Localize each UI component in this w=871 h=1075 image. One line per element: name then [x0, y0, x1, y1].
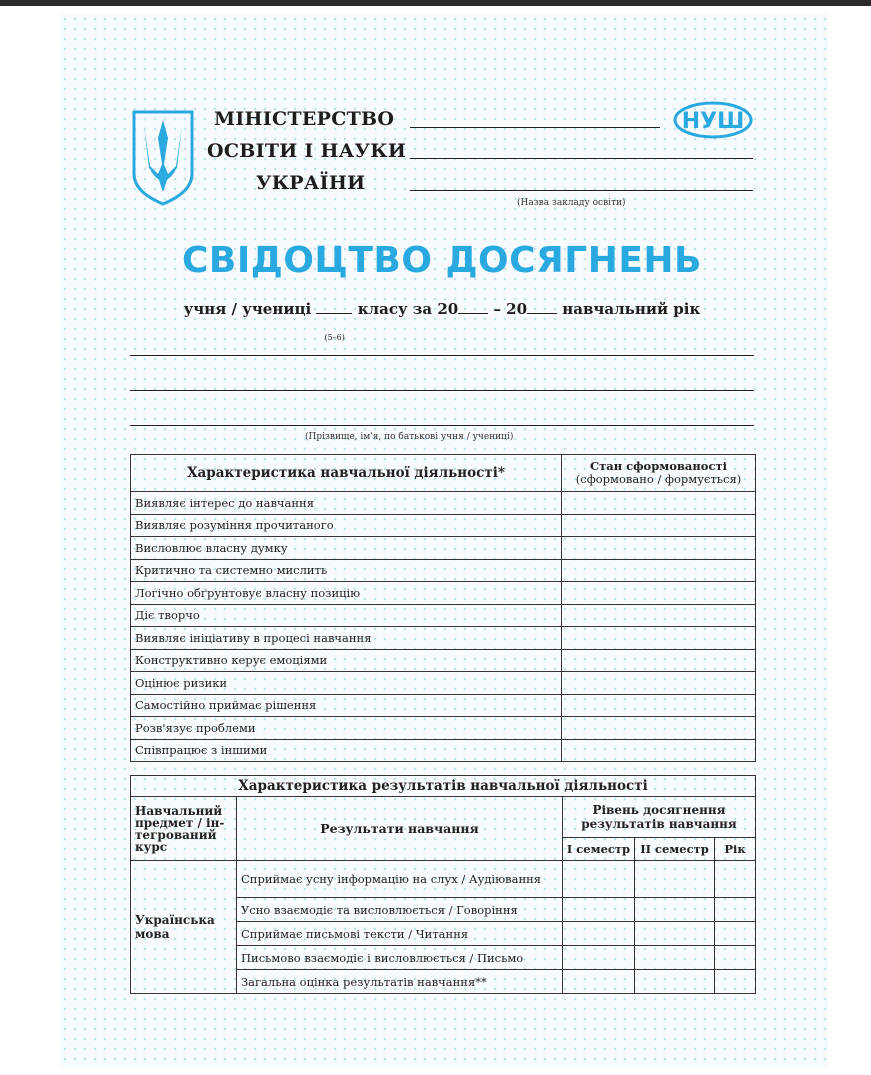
school-name-line-3 [410, 190, 753, 191]
grade-cell[interactable] [715, 922, 756, 946]
ministry-line-2: ОСВІТИ І НАУКИ [207, 140, 407, 162]
activity-label: Співпрацює з іншими [131, 739, 562, 762]
grade-cell[interactable] [715, 970, 756, 994]
table-row [131, 627, 756, 650]
name-line-2 [130, 390, 754, 391]
class-label: класу за [357, 300, 433, 318]
table-row [131, 672, 756, 695]
year-blank-1 [458, 313, 488, 314]
status-cell[interactable] [562, 537, 756, 560]
results-section-title: Характеристика результатів навчальної діяльності [131, 776, 756, 797]
grade-cell[interactable] [635, 970, 715, 994]
year-header: Рік [715, 838, 756, 861]
grade-cell[interactable] [635, 946, 715, 970]
ministry-line-3: УКРАЇНИ [256, 172, 366, 194]
school-name-caption: (Назва закладу освіти) [517, 198, 626, 208]
year-prefix-1: 20 [437, 300, 459, 318]
table-row [131, 649, 756, 672]
student-label: учня / учениці [183, 300, 312, 318]
subject-column-header: Навчальний предмет / ін-тегрований курс [131, 797, 237, 861]
activity-label: Діє творчо [131, 604, 562, 627]
activity-label: Самостійно приймає рішення [131, 694, 562, 717]
nush-logo-text: НУШ [681, 109, 745, 134]
status-cell[interactable] [562, 717, 756, 740]
table-row [131, 514, 756, 537]
grade-cell[interactable] [563, 861, 635, 898]
activity-label: Логічно обґрунтовує власну позицію [131, 582, 562, 605]
grade-cell[interactable] [635, 922, 715, 946]
name-caption: (Прізвище, ім'я, по батькові учня / учениці) [305, 432, 514, 442]
activity-label: Оцінює ризики [131, 672, 562, 695]
results-header-row [131, 797, 756, 838]
table-row [131, 694, 756, 717]
year-dash: – 20 [493, 300, 528, 318]
grade-cell[interactable] [563, 922, 635, 946]
status-cell[interactable] [562, 492, 756, 515]
subtitle-line [130, 300, 754, 342]
school-name-line-1 [410, 127, 660, 128]
activity-label: Висловлює власну думку [131, 537, 562, 560]
status-cell[interactable] [562, 514, 756, 537]
status-header-line-1: Стан сформованості [590, 459, 727, 473]
trident-emblem-icon [130, 108, 196, 206]
table-row [131, 582, 756, 605]
level-column-header: Рівень досягнення результатів навчання [563, 797, 756, 838]
activity-table [130, 454, 756, 762]
table-row [131, 717, 756, 740]
result-label: Сприймає усну інформацію на слух / Аудіювання [237, 861, 563, 898]
table-row [131, 559, 756, 582]
table-row [131, 739, 756, 762]
class-hint: (5–6) [324, 333, 345, 342]
activity-label: Виявляє розуміння прочитаного [131, 514, 562, 537]
status-cell[interactable] [562, 559, 756, 582]
ministry-line-1: МІНІСТЕРСТВО [214, 108, 395, 130]
result-label: Письмово взаємодіє і висловлюється / Письмо [237, 946, 563, 970]
subject-name: Українська мова [131, 861, 237, 994]
year-blank-2 [527, 313, 557, 314]
table-row [131, 604, 756, 627]
grade-cell[interactable] [635, 898, 715, 922]
grade-cell[interactable] [635, 861, 715, 898]
results-column-header: Результати навчання [237, 797, 563, 861]
activity-label: Критично та системно мислить [131, 559, 562, 582]
status-cell[interactable] [562, 739, 756, 762]
year-label: навчальний рік [562, 300, 701, 318]
activity-label: Конструктивно керує емоціями [131, 649, 562, 672]
status-cell[interactable] [562, 604, 756, 627]
table-row [131, 861, 756, 898]
grade-cell[interactable] [715, 898, 756, 922]
table-row [131, 492, 756, 515]
grade-cell[interactable] [715, 861, 756, 898]
result-label: Усно взаємодіє та висловлюється / Говоріння [237, 898, 563, 922]
result-label: Загальна оцінка результатів навчання** [237, 970, 563, 994]
status-header-line-2: (сформовано / формується) [575, 472, 742, 486]
grade-cell[interactable] [563, 898, 635, 922]
semester-2-header: ІІ семестр [635, 838, 715, 861]
activity-header-row [131, 455, 756, 492]
activity-label: Розв'язує проблеми [131, 717, 562, 740]
activity-header-left: Характеристика навчальної діяльності* [131, 455, 562, 492]
class-blank [316, 313, 352, 342]
activity-header-right [562, 455, 756, 492]
status-cell[interactable] [562, 694, 756, 717]
status-cell[interactable] [562, 582, 756, 605]
table-row [131, 537, 756, 560]
grade-cell[interactable] [715, 946, 756, 970]
result-label: Сприймає письмові тексти / Читання [237, 922, 563, 946]
activity-label: Виявляє ініціативу в процесі навчання [131, 627, 562, 650]
activity-label: Виявляє інтерес до навчання [131, 492, 562, 515]
name-line-1 [130, 355, 754, 356]
top-bar [0, 0, 871, 6]
results-section-row [131, 776, 756, 797]
grade-cell[interactable] [563, 946, 635, 970]
document-title: СВІДОЦТВО ДОСЯГНЕНЬ [182, 240, 702, 281]
grade-cell[interactable] [563, 970, 635, 994]
status-cell[interactable] [562, 649, 756, 672]
semester-1-header: І семестр [563, 838, 635, 861]
status-cell[interactable] [562, 627, 756, 650]
name-line-3 [130, 425, 754, 426]
school-name-line-2 [410, 158, 753, 159]
nush-logo [672, 100, 754, 140]
results-table [130, 775, 756, 994]
status-cell[interactable] [562, 672, 756, 695]
